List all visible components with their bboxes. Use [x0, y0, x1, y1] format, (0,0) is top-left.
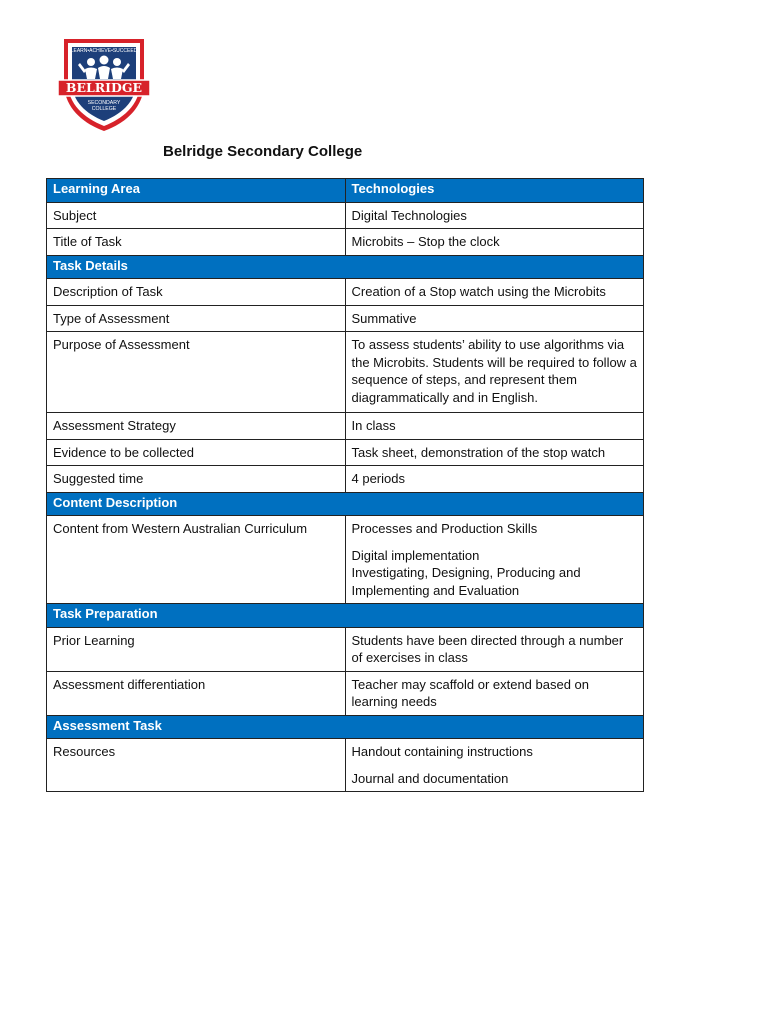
table-row: [47, 413, 644, 440]
row-value: [345, 739, 644, 792]
assessment-task-row: [47, 715, 644, 739]
row-label: Assessment Strategy: [47, 413, 346, 440]
content-description-heading: Content Description: [47, 492, 644, 516]
row-label: Title of Task: [47, 229, 346, 256]
row-value: Task sheet, demonstration of the stop watch: [345, 439, 644, 466]
learning-area-row: [47, 179, 644, 203]
row-label: Purpose of Assessment: [47, 332, 346, 413]
task-details-row: [47, 255, 644, 279]
row-value: 4 periods: [345, 466, 644, 493]
learning-area-label: Learning Area: [47, 179, 346, 203]
belridge-logo: [54, 33, 154, 133]
row-label: Content from Western Australian Curriculum: [47, 516, 346, 604]
table-row: [47, 466, 644, 493]
content-value-1: Processes and Production Skills: [351, 521, 538, 536]
task-details-heading: Task Details: [47, 255, 644, 279]
row-label: Suggested time: [47, 466, 346, 493]
row-label: Prior Learning: [47, 627, 346, 671]
task-table: [46, 178, 644, 792]
assessment-task-heading: Assessment Task: [47, 715, 644, 739]
row-value: Creation of a Stop watch using the Microbits: [345, 279, 644, 306]
learning-area-value: Technologies: [345, 179, 644, 203]
row-value: In class: [345, 413, 644, 440]
school-name: Belridge Secondary College: [163, 143, 363, 160]
logo-name: BELRIDGE: [65, 80, 143, 95]
row-value: Teacher may scaffold or extend based on learning needs: [345, 671, 644, 715]
row-value: [345, 516, 644, 604]
task-preparation-row: [47, 604, 644, 628]
row-value: Students have been directed through a number of exercises in class: [345, 627, 644, 671]
task-preparation-heading: Task Preparation: [47, 604, 644, 628]
table-row: [47, 305, 644, 332]
row-label: Description of Task: [47, 279, 346, 306]
logo-motto: LEARN•ACHIEVE•SUCCEED: [70, 48, 138, 54]
row-label: Resources: [47, 739, 346, 792]
row-value: Microbits – Stop the clock: [345, 229, 644, 256]
table-row: [47, 739, 644, 792]
content-value-3: Investigating, Designing, Producing and Implementing and Evaluation: [351, 565, 581, 598]
table-row: [47, 516, 644, 604]
table-row: [47, 332, 644, 413]
row-label: Subject: [47, 202, 346, 229]
logo-subtitle-line1: SECONDARY: [87, 100, 121, 106]
row-label: Evidence to be collected: [47, 439, 346, 466]
table-row: [47, 229, 644, 256]
table-row: [47, 627, 644, 671]
row-label: Assessment differentiation: [47, 671, 346, 715]
table-row: [47, 279, 644, 306]
row-value: Summative: [345, 305, 644, 332]
table-row: [47, 671, 644, 715]
row-value: To assess students’ ability to use algorithms via the Microbits. Students will be required to follow a sequence of steps, and represent them diagrammatically and in English.: [345, 332, 644, 413]
row-label: Type of Assessment: [47, 305, 346, 332]
table-row: [47, 202, 644, 229]
resources-value-1: Handout containing instructions: [351, 744, 533, 759]
row-value: Digital Technologies: [345, 202, 644, 229]
content-description-row: [47, 492, 644, 516]
logo-subtitle-line2: COLLEGE: [91, 106, 117, 112]
resources-value-2: Journal and documentation: [351, 770, 509, 786]
table-row: [47, 439, 644, 466]
content-value-2: Digital implementation: [351, 547, 480, 563]
